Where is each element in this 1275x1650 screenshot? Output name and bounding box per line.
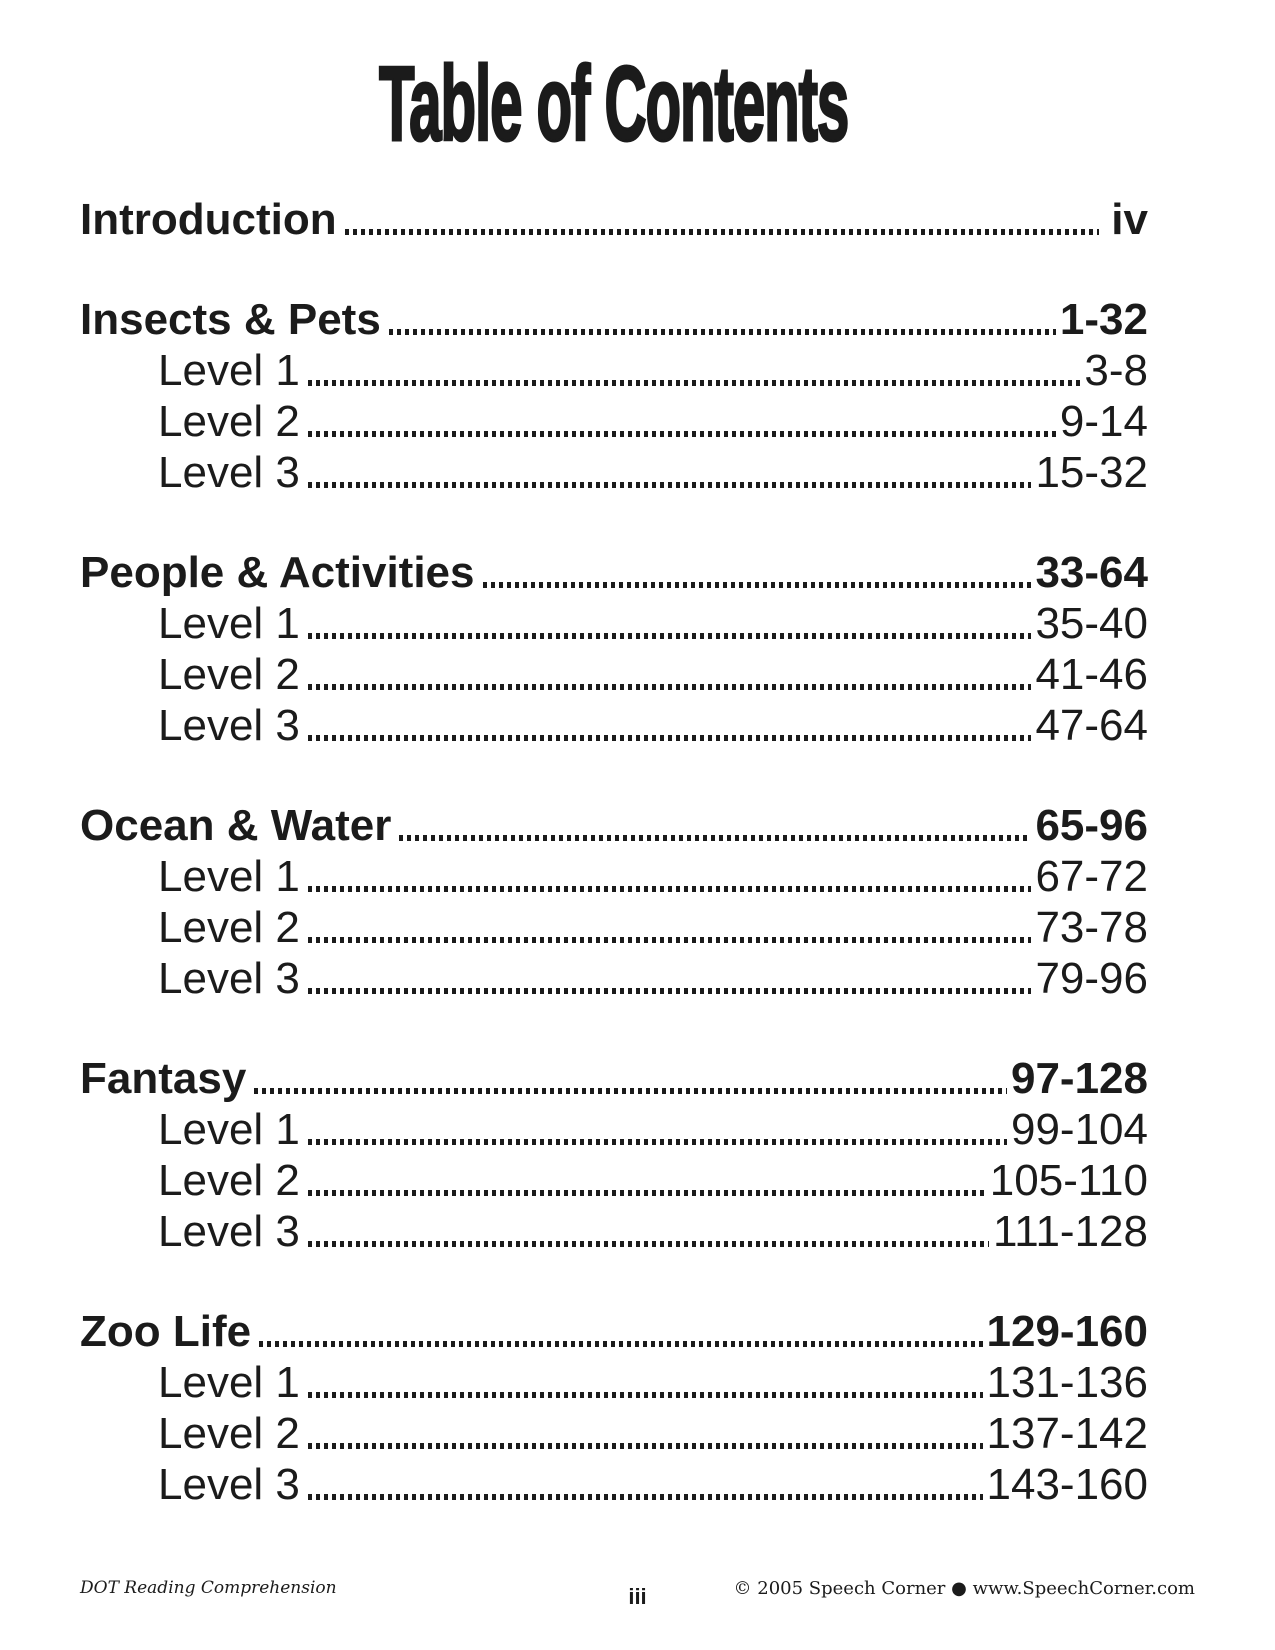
- dot-leader: [345, 229, 1100, 235]
- toc-section-people-activities: [80, 547, 1148, 751]
- dot-leader: [308, 937, 1032, 943]
- toc-level-label: Level 2: [158, 1409, 300, 1458]
- toc-level-pages: 143-160: [986, 1460, 1148, 1509]
- toc-section-header: [80, 547, 1148, 598]
- toc-level-row: [80, 1357, 1148, 1408]
- toc-level-pages: 35-40: [1035, 599, 1148, 648]
- toc-level-row: [80, 1104, 1148, 1155]
- toc-level-row: [80, 1155, 1148, 1206]
- dot-leader: [308, 988, 1032, 994]
- toc-level-row: [80, 700, 1148, 751]
- toc-section-pages: 97-128: [1010, 1054, 1148, 1103]
- toc-level-pages: 73-78: [1035, 903, 1148, 952]
- toc-level-row: [80, 598, 1148, 649]
- toc-level-row: [80, 345, 1148, 396]
- toc-level-label: Level 3: [158, 1460, 300, 1509]
- toc-section-pages: 1-32: [1059, 295, 1148, 344]
- dot-leader: [308, 735, 1032, 741]
- toc-level-row: [80, 851, 1148, 902]
- dot-leader: [308, 684, 1032, 690]
- dot-leader: [483, 582, 1032, 588]
- toc-level-label: Level 1: [158, 1358, 300, 1407]
- toc-section-header: [80, 1053, 1148, 1104]
- dot-leader: [399, 835, 1031, 841]
- toc-level-label: Level 1: [158, 346, 300, 395]
- toc-level-row: [80, 649, 1148, 700]
- toc-level-pages: 131-136: [986, 1358, 1148, 1407]
- toc-level-row: [80, 1408, 1148, 1459]
- toc-level-pages: 47-64: [1035, 701, 1148, 750]
- toc-level-pages: 111-128: [993, 1207, 1148, 1256]
- toc-section-ocean-water: [80, 800, 1148, 1004]
- toc-level-label: Level 3: [158, 954, 300, 1003]
- dot-leader: [308, 1190, 986, 1196]
- dot-leader: [308, 431, 1056, 437]
- toc-level-label: Level 1: [158, 1105, 300, 1154]
- toc-section-pages: 33-64: [1035, 548, 1148, 597]
- toc-entry-introduction: [80, 194, 1148, 245]
- dot-leader: [308, 1494, 983, 1500]
- dot-leader: [308, 1139, 1007, 1145]
- page-footer: [0, 1572, 1275, 1622]
- toc-section-label: Ocean & Water: [80, 801, 392, 850]
- toc-level-pages: 15-32: [1035, 448, 1148, 497]
- dot-leader: [308, 1241, 989, 1247]
- toc-section-fantasy: [80, 1053, 1148, 1257]
- footer-page-number: iii: [628, 1584, 647, 1609]
- dot-leader: [259, 1341, 982, 1347]
- dot-leader: [308, 380, 1081, 386]
- toc-level-pages: 79-96: [1035, 954, 1148, 1003]
- toc-level-row: [80, 1206, 1148, 1257]
- toc-level-label: Level 3: [158, 448, 300, 497]
- dot-leader: [308, 633, 1032, 639]
- toc-level-row: [80, 447, 1148, 498]
- toc-level-pages: 41-46: [1035, 650, 1148, 699]
- dot-leader: [254, 1088, 1007, 1094]
- toc-entry-pages: iv: [1111, 195, 1148, 244]
- title-wrap: [80, 46, 1148, 168]
- footer-copyright: © 2005 Speech Corner ● www.SpeechCorner.com: [733, 1578, 1195, 1599]
- toc-level-label: Level 2: [158, 397, 300, 446]
- toc-level-label: Level 2: [158, 650, 300, 699]
- toc-level-pages: 137-142: [986, 1409, 1148, 1458]
- toc-section-label: People & Activities: [80, 548, 475, 597]
- dot-leader: [308, 1443, 983, 1449]
- toc-level-label: Level 3: [158, 1207, 300, 1256]
- toc-level-row: [80, 396, 1148, 447]
- toc-section-header: [80, 800, 1148, 851]
- toc-section-header: [80, 1306, 1148, 1357]
- toc-level-label: Level 2: [158, 1156, 300, 1205]
- toc-entry-label: Introduction: [80, 195, 337, 244]
- toc-level-label: Level 1: [158, 599, 300, 648]
- toc-level-pages: 105-110: [989, 1156, 1148, 1205]
- toc-level-label: Level 3: [158, 701, 300, 750]
- toc-section-header: [80, 294, 1148, 345]
- toc-level-pages: 3-8: [1084, 346, 1148, 395]
- dot-leader: [308, 1392, 983, 1398]
- toc-level-pages: 9-14: [1059, 397, 1148, 446]
- toc-section-insects-pets: [80, 294, 1148, 498]
- toc-section-pages: 65-96: [1035, 801, 1148, 850]
- page-title: Table of Contents: [379, 45, 849, 163]
- toc-level-pages: 67-72: [1035, 852, 1148, 901]
- toc-section-label: Fantasy: [80, 1054, 247, 1103]
- toc-level-row: [80, 953, 1148, 1004]
- toc-level-row: [80, 1459, 1148, 1510]
- toc-list: [80, 194, 1148, 1510]
- toc-section-pages: 129-160: [986, 1307, 1148, 1356]
- dot-leader: [308, 482, 1032, 488]
- dot-leader: [389, 329, 1056, 335]
- toc-section-label: Zoo Life: [80, 1307, 252, 1356]
- dot-leader: [308, 886, 1032, 892]
- toc-level-row: [80, 902, 1148, 953]
- toc-section-label: Insects & Pets: [80, 295, 381, 344]
- toc-level-label: Level 2: [158, 903, 300, 952]
- toc-section-zoo-life: [80, 1306, 1148, 1510]
- toc-level-pages: 99-104: [1010, 1105, 1148, 1154]
- toc-level-label: Level 1: [158, 852, 300, 901]
- footer-book-title: DOT Reading Comprehension: [80, 1578, 337, 1598]
